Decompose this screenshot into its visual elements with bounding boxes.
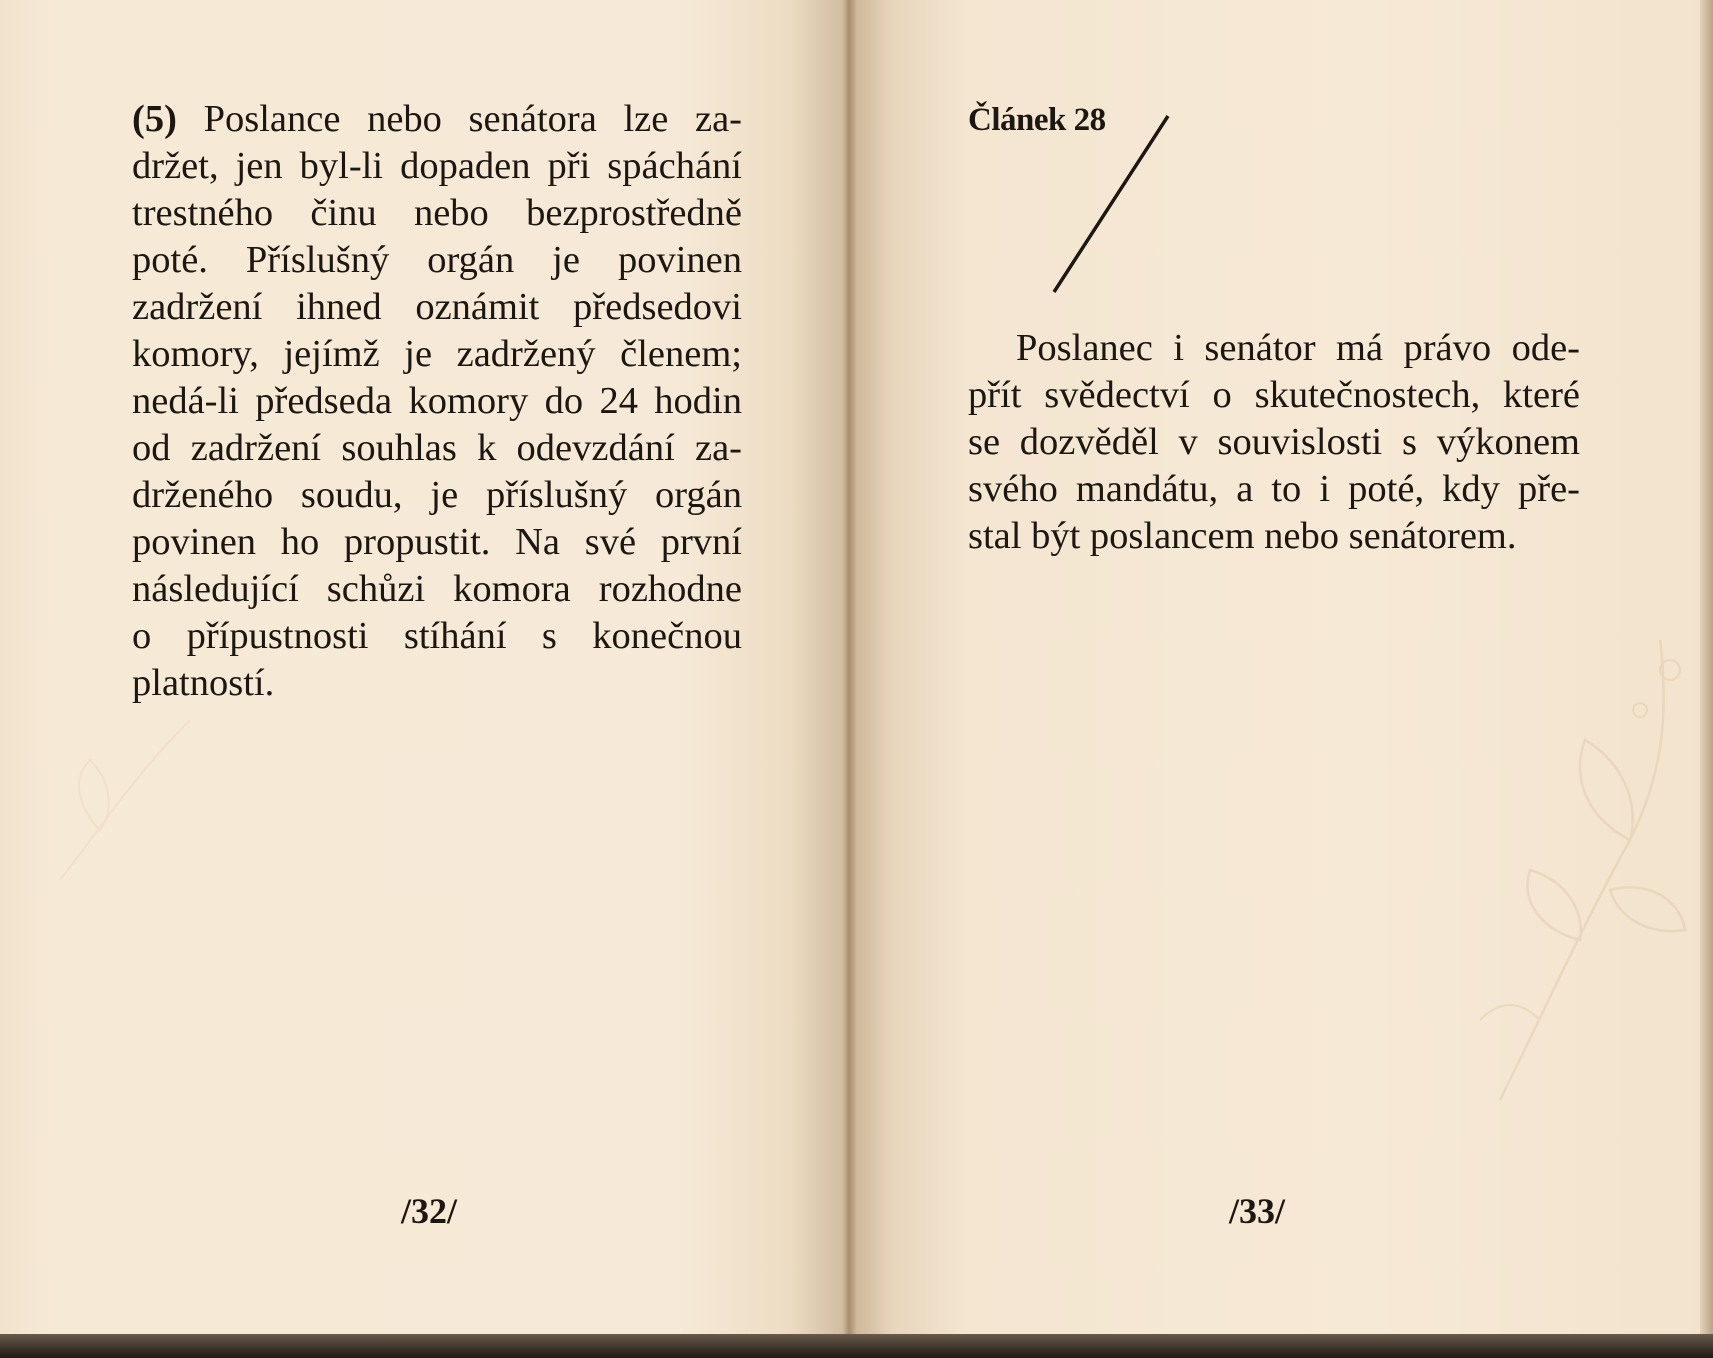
text-line: platností.	[132, 662, 275, 704]
text-line: svého mandátu, a to i poté, kdy pře-	[968, 468, 1580, 510]
paragraph-number: (5)	[132, 98, 177, 140]
floral-ornament-icon	[1460, 600, 1700, 1120]
text-line: držet, jen byl-li dopaden při spáchání	[132, 145, 742, 187]
page-number-left: /32/	[401, 1191, 458, 1231]
text-line: přít svědectví o skutečnostech, které	[968, 374, 1580, 416]
text-line: zadržení ihned oznámit předsedovi	[132, 286, 742, 328]
text-line: komory, jejímž je zadržený členem;	[132, 333, 742, 375]
text-line	[132, 96, 742, 143]
page-number-right: /33/	[1229, 1191, 1286, 1231]
text-line: drženého soudu, je příslušný orgán	[132, 474, 742, 516]
slash-divider-icon	[1040, 110, 1180, 300]
text-line: o přípustnosti stíhání s konečnou	[132, 615, 742, 657]
text-line: následující schůzi komora rozhodne	[132, 568, 742, 610]
text-line-content: Poslance nebo senátora lze za-	[203, 98, 743, 140]
text-line: nedá-li předseda komory do 24 hodin	[132, 380, 742, 422]
left-page	[0, 0, 850, 1340]
text-line: Poslanec i senátor má právo ode-	[1016, 327, 1580, 369]
text-line: se dozvěděl v souvislosti s výkonem	[968, 421, 1580, 463]
text-line: povinen ho propustit. Na své první	[132, 521, 742, 563]
text-line: poté. Příslušný orgán je povinen	[132, 239, 742, 281]
right-page-text	[968, 325, 1580, 560]
book-bottom-edge	[0, 1334, 1713, 1358]
page-edge	[1700, 0, 1713, 1340]
text-line: od zadržení souhlas k odevzdání za-	[132, 427, 742, 469]
book-spine	[842, 0, 856, 1340]
article-title: Článek 28	[968, 102, 1106, 138]
left-page-text	[132, 96, 742, 707]
text-line: trestného činu nebo bezprostředně	[132, 192, 742, 234]
text-line: stal být poslancem nebo senátorem.	[968, 515, 1517, 557]
